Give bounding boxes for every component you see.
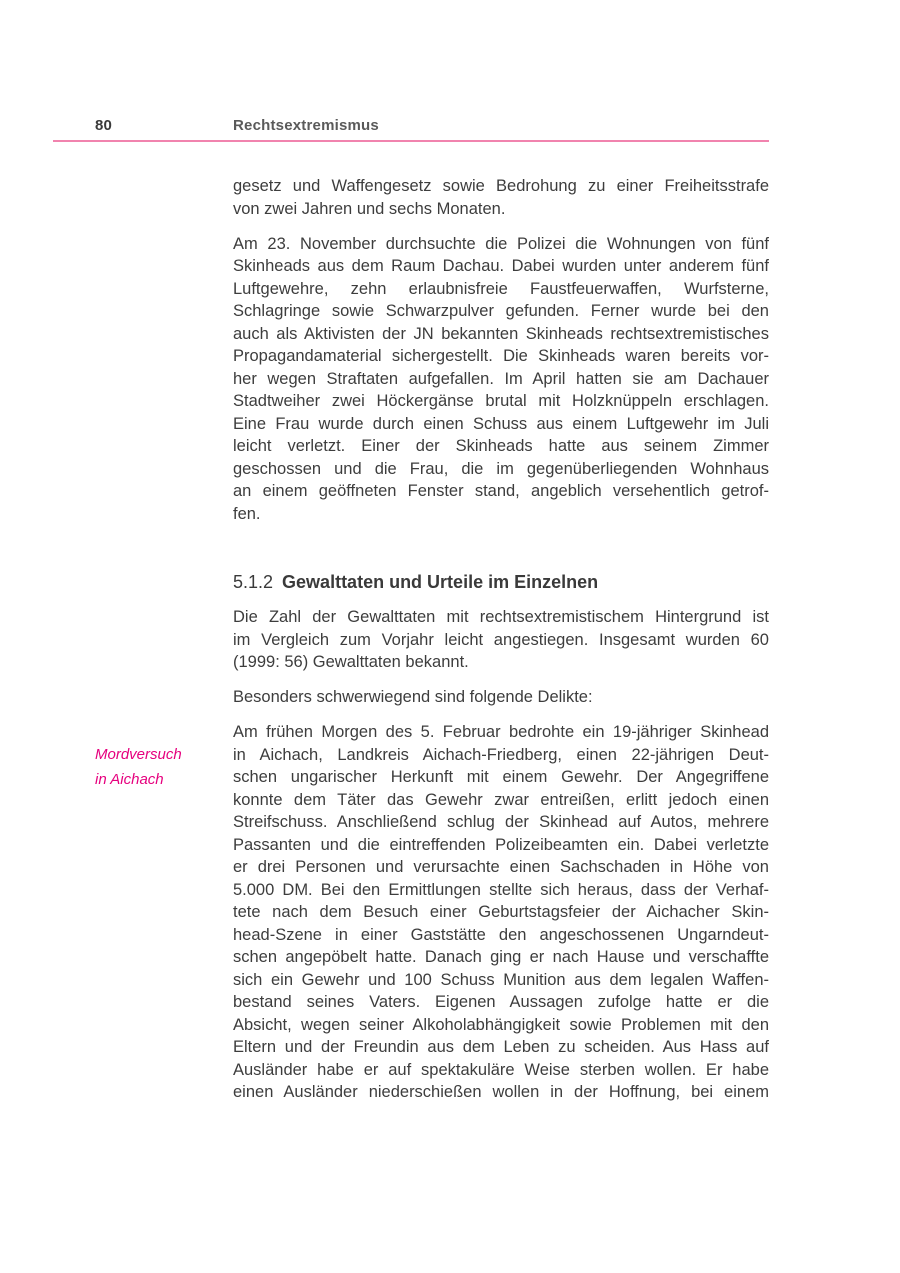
text-line: fen. bbox=[233, 504, 261, 523]
text-line: Eine Frau wurde durch einen Schuss aus einem Luftgewehr im Juli bbox=[233, 414, 769, 433]
text-line: geschossen und die Frau, die im gegenüberliegenden Wohnhaus bbox=[233, 459, 769, 478]
text-line: in Aichach, Landkreis Aichach-Friedberg, einen 22-jährigen Deut- bbox=[233, 745, 769, 764]
text-line: her wegen Straftaten aufgefallen. Im April hatten sie am Dachauer bbox=[233, 369, 769, 388]
page-number: 80 bbox=[95, 117, 113, 134]
text-line: im Vergleich zum Vorjahr leicht angestiegen. Insgesamt wurden 60 bbox=[233, 630, 769, 649]
paragraph bbox=[233, 721, 769, 1104]
text-line: (1999: 56) Gewalttaten bekannt. bbox=[233, 653, 469, 671]
header-rule bbox=[53, 140, 769, 142]
text-line: einen Ausländer niederschießen wollen in der Hoffnung, bei einem bbox=[233, 1083, 769, 1101]
text-line: Ausländer habe er auf spektakuläre Weise sterben wollen. Er habe bbox=[233, 1060, 769, 1079]
text-line: tete nach dem Besuch einer Geburtstagsfeier der Aichacher Skin- bbox=[233, 903, 769, 921]
text-line: leicht verletzt. Einer der Skinheads hatte aus seinem Zimmer bbox=[233, 437, 769, 455]
text-line: head-Szene in einer Gaststätte den angeschossenen Ungarndeut- bbox=[233, 925, 769, 944]
text-line: an einem geöffneten Fenster stand, angeblich versehentlich getrof- bbox=[233, 482, 769, 500]
text-line: Luftgewehre, zehn erlaubnisfreie Faustfeuerwaffen, Wurfsterne, bbox=[233, 279, 769, 298]
text-line: Am frühen Morgen des 5. Februar bedrohte ein 19-jähriger Skinhead bbox=[233, 723, 769, 741]
margin-note-line: Mordversuch bbox=[95, 746, 182, 763]
text-line: Absicht, wegen seiner Alkoholabhängigkeit sowie Problemen mit den bbox=[233, 1015, 769, 1034]
text-line: bestand seines Vaters. Eigenen Aussagen zufolge hatte er die bbox=[233, 993, 769, 1011]
text-line: Streifschuss. Anschließend schlug der Skinhead auf Autos, mehrere bbox=[233, 813, 769, 831]
text-line: Passanten und die eintreffenden Polizeibeamten ein. Dabei verletzte bbox=[233, 835, 769, 854]
section-title: Gewalttaten und Urteile im Einzelnen bbox=[282, 571, 599, 592]
text-line: gesetz und Waffengesetz sowie Bedrohung zu einer Freiheitsstrafe bbox=[233, 177, 769, 195]
paragraph bbox=[233, 686, 769, 709]
paragraph bbox=[233, 233, 769, 526]
text-line: Skinheads aus dem Raum Dachau. Dabei wurden unter anderem fünf bbox=[233, 257, 769, 275]
text-line: Propagandamaterial sichergestellt. Die Skinheads waren bereits vor- bbox=[233, 347, 769, 365]
section-heading bbox=[233, 571, 769, 594]
text-line: 5.000 DM. Bei den Ermittlungen stellte sich heraus, dass der Verhaf- bbox=[233, 880, 769, 899]
section-number: 5.1.2 bbox=[233, 571, 274, 592]
running-head: Rechtsextremismus bbox=[233, 117, 379, 134]
text-line: Schlagringe sowie Schwarzpulver gefunden. Ferner wurde bei den bbox=[233, 302, 769, 320]
text-line: schen angepöbelt hatte. Danach ging er nach Hause und verschaffte bbox=[233, 948, 769, 966]
text-line: sich ein Gewehr und 100 Schuss Munition aus dem legalen Waffen- bbox=[233, 970, 769, 989]
text-line: er drei Personen und verursachte einen Sachschaden in Höhe von bbox=[233, 858, 769, 876]
margin-note bbox=[95, 742, 230, 792]
text-line: konnte dem Täter das Gewehr zwar entreißen, erlitt jedoch einen bbox=[233, 790, 769, 809]
margin-note-line: in Aichach bbox=[95, 771, 164, 788]
text-line: Die Zahl der Gewalttaten mit rechtsextremistischem Hintergrund ist bbox=[233, 608, 769, 626]
text-line: Stadtweiher zwei Höckergänse brutal mit Holzknüppeln erschlagen. bbox=[233, 392, 769, 410]
paragraph bbox=[233, 175, 769, 220]
text-line: schen ungarischer Herkunft mit einem Gewehr. Der Angegriffene bbox=[233, 768, 769, 786]
text-line: Besonders schwerwiegend sind folgende Delikte: bbox=[233, 688, 593, 706]
text-line: Am 23. November durchsuchte die Polizei die Wohnungen von fünf bbox=[233, 234, 769, 253]
text-line: von zwei Jahren und sechs Monaten. bbox=[233, 199, 506, 218]
text-line: auch als Aktivisten der JN bekannten Skinheads rechtsextremistisches bbox=[233, 324, 769, 343]
paragraph bbox=[233, 606, 769, 674]
text-line: Eltern und der Freundin aus dem Leben zu scheiden. Aus Hass auf bbox=[233, 1038, 769, 1056]
content-column bbox=[233, 175, 769, 1104]
